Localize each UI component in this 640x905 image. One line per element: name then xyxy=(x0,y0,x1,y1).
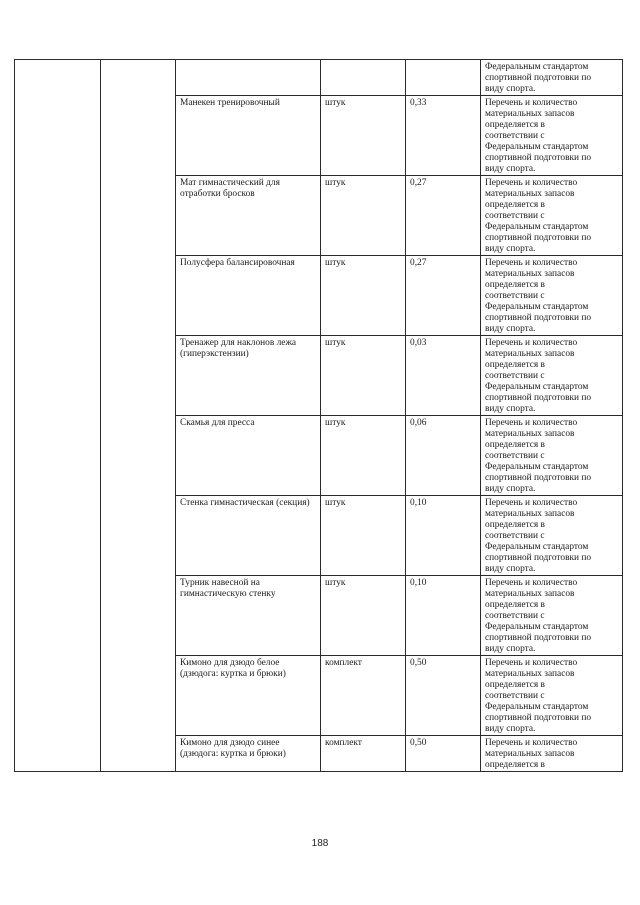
note-cell: Перечень и количество материальных запасов определяется в соответствии с Федеральным стандартом спортивной подготовки по виду спорта. xyxy=(481,336,623,416)
unit-cell: штук xyxy=(321,336,406,416)
unit-cell: штук xyxy=(321,96,406,176)
quantity-cell xyxy=(406,60,481,96)
item-name-cell: Манекен тренировочный xyxy=(176,96,321,176)
quantity-cell: 0,27 xyxy=(406,176,481,256)
unit-cell: штук xyxy=(321,176,406,256)
item-name-cell: Полусфера балансировочная xyxy=(176,256,321,336)
quantity-cell: 0,27 xyxy=(406,256,481,336)
quantity-cell: 0,03 xyxy=(406,336,481,416)
quantity-cell: 0,10 xyxy=(406,496,481,576)
note-cell: Перечень и количество материальных запасов определяется в соответствии с Федеральным стандартом спортивной подготовки по виду спорта. xyxy=(481,416,623,496)
merged-cell-second xyxy=(101,60,176,772)
note-cell: Перечень и количество материальных запасов определяется в xyxy=(481,736,623,772)
item-name-cell: Мат гимнастический для отработки бросков xyxy=(176,176,321,256)
note-cell: Перечень и количество материальных запасов определяется в соответствии с Федеральным стандартом спортивной подготовки по виду спорта. xyxy=(481,576,623,656)
unit-cell: штук xyxy=(321,256,406,336)
note-cell: Федеральным стандартом спортивной подготовки по виду спорта. xyxy=(481,60,623,96)
quantity-cell: 0,50 xyxy=(406,656,481,736)
item-name-cell: Кимоно для дзюдо белое (дзюдога: куртка и брюки) xyxy=(176,656,321,736)
quantity-cell: 0,33 xyxy=(406,96,481,176)
page-number: 188 xyxy=(311,838,329,849)
equipment-table xyxy=(14,59,623,772)
item-name-cell xyxy=(176,60,321,96)
unit-cell: комплект xyxy=(321,656,406,736)
quantity-cell: 0,06 xyxy=(406,416,481,496)
note-cell: Перечень и количество материальных запасов определяется в соответствии с Федеральным стандартом спортивной подготовки по виду спорта. xyxy=(481,176,623,256)
table-row-continuation xyxy=(15,60,623,96)
quantity-cell: 0,10 xyxy=(406,576,481,656)
item-name-cell: Кимоно для дзюдо синее (дзюдога: куртка и брюки) xyxy=(176,736,321,772)
note-cell: Перечень и количество материальных запасов определяется в соответствии с Федеральным стандартом спортивной подготовки по виду спорта. xyxy=(481,96,623,176)
unit-cell: штук xyxy=(321,576,406,656)
merged-cell-left xyxy=(15,60,101,772)
item-name-cell: Стенка гимнастическая (секция) xyxy=(176,496,321,576)
unit-cell: штук xyxy=(321,496,406,576)
note-cell: Перечень и количество материальных запасов определяется в соответствии с Федеральным стандартом спортивной подготовки по виду спорта. xyxy=(481,256,623,336)
unit-cell xyxy=(321,60,406,96)
note-cell: Перечень и количество материальных запасов определяется в соответствии с Федеральным стандартом спортивной подготовки по виду спорта. xyxy=(481,656,623,736)
quantity-cell: 0,50 xyxy=(406,736,481,772)
item-name-cell: Турник навесной на гимнастическую стенку xyxy=(176,576,321,656)
note-cell: Перечень и количество материальных запасов определяется в соответствии с Федеральным стандартом спортивной подготовки по виду спорта. xyxy=(481,496,623,576)
item-name-cell: Скамья для пресса xyxy=(176,416,321,496)
unit-cell: штук xyxy=(321,416,406,496)
item-name-cell: Тренажер для наклонов лежа (гиперэкстензии) xyxy=(176,336,321,416)
unit-cell: комплект xyxy=(321,736,406,772)
